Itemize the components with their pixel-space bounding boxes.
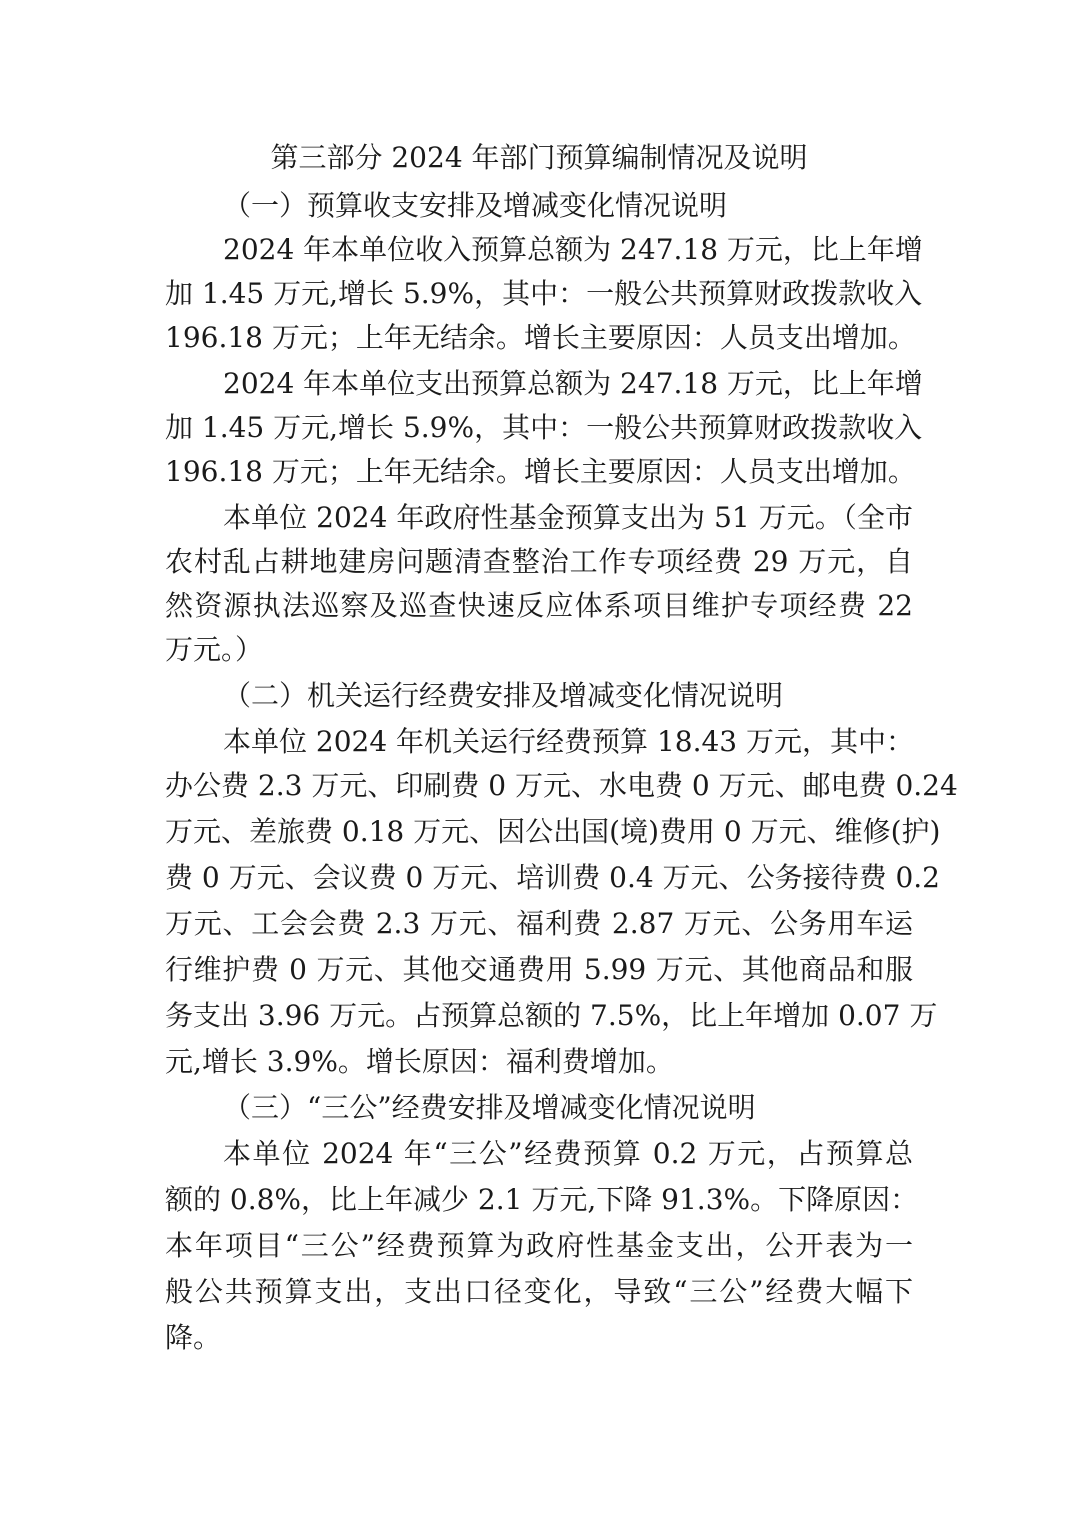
paragraph-line: 降。 bbox=[165, 1321, 222, 1354]
paragraph-line: 本单位 2024 年机关运行经费预算 18.43 万元，其中： bbox=[223, 725, 915, 758]
paragraph-line: 万元、工会会费 2.3 万元、福利费 2.87 万元、公务用车运 bbox=[165, 907, 913, 940]
paragraph-line: 元,增长 3.9%。增长原因：福利费增加。 bbox=[165, 1045, 674, 1078]
paragraph-line: 然资源执法巡察及巡查快速反应体系项目维护专项经费 22 bbox=[165, 589, 913, 622]
section-heading-3: （三）“三公”经费安排及增减变化情况说明 bbox=[223, 1091, 756, 1124]
paragraph-line: 务支出 3.96 万元。占预算总额的 7.5%，比上年增加 0.07 万 bbox=[165, 999, 938, 1032]
paragraph-line: 办公费 2.3 万元、印刷费 0 万元、水电费 0 万元、邮电费 0.24 bbox=[165, 769, 958, 802]
paragraph-line: 本单位 2024 年政府性基金预算支出为 51 万元。（全市 bbox=[223, 501, 913, 534]
paragraph-line: 本单位 2024 年“三公”经费预算 0.2 万元，占预算总 bbox=[223, 1137, 913, 1170]
paragraph-line: 2024 年本单位支出预算总额为 247.18 万元，比上年增 bbox=[223, 367, 923, 400]
paragraph-line: 万元。） bbox=[165, 633, 264, 666]
section-heading-1: （一）预算收支安排及增减变化情况说明 bbox=[223, 189, 728, 222]
paragraph-line: 费 0 万元、会议费 0 万元、培训费 0.4 万元、公务接待费 0.2 bbox=[165, 861, 940, 894]
paragraph-line: 2024 年本单位收入预算总额为 247.18 万元，比上年增 bbox=[223, 233, 923, 266]
paragraph-line: 本年项目“三公”经费预算为政府性基金支出，公开表为一 bbox=[165, 1229, 913, 1262]
paragraph-line: 农村乱占耕地建房问题清查整治工作专项经费 29 万元，自 bbox=[165, 545, 913, 578]
paragraph-line: 加 1.45 万元,增长 5.9%，其中：一般公共预算财政拨款收入 bbox=[165, 277, 923, 310]
section-heading-2: （二）机关运行经费安排及增减变化情况说明 bbox=[223, 679, 784, 712]
paragraph-line: 196.18 万元；上年无结余。增长主要原因：人员支出增加。 bbox=[165, 455, 916, 488]
paragraph-line: 行维护费 0 万元、其他交通费用 5.99 万元、其他商品和服 bbox=[165, 953, 913, 986]
page-title: 第三部分 2024 年部门预算编制情况及说明 bbox=[270, 141, 808, 174]
paragraph-line: 万元、差旅费 0.18 万元、因公出国(境)费用 0 万元、维修(护) bbox=[165, 815, 941, 848]
paragraph-line: 般公共预算支出，支出口径变化，导致“三公”经费大幅下 bbox=[165, 1275, 913, 1308]
paragraph-line: 额的 0.8%，比上年减少 2.1 万元,下降 91.3%。下降原因： bbox=[165, 1183, 919, 1216]
paragraph-line: 196.18 万元；上年无结余。增长主要原因：人员支出增加。 bbox=[165, 321, 916, 354]
paragraph-line: 加 1.45 万元,增长 5.9%，其中：一般公共预算财政拨款收入 bbox=[165, 411, 923, 444]
